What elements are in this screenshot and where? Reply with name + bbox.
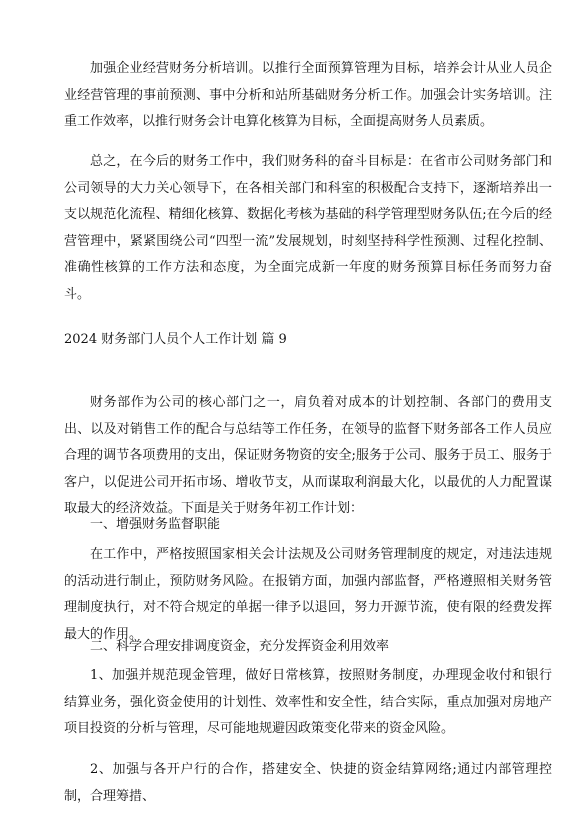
paragraph-department-intro: 财务部作为公司的核心部门之一，肩负着对成本的计划控制、各部门的费用支出、以及对销售工作的配合与总结等工作任务，在领导的监督下财务部各工作人员应合理的调节各项费用的支出，保证财务物资的安全;服务于公司、服务于员工、服务于客户，以促进公司开拓市场、增收节支，从而谋取利润最大化，以最优的人力配置谋取最大的经济效益。下面是关于财务年初工作计划： (64, 395, 552, 516)
subheading-fund-scheduling: 二、科学合理安排调度资金，充分发挥资金利用效率 (90, 639, 390, 654)
paragraph-supervision: 在工作中，严格按照国家相关会计法规及公司财务管理制度的规定，对违法违规的活动进行制止，预防财务风险。在报销方面，加强内部监督，严格遵照相关财务管理制度执行，对不符合规定的单据一律予以退回，努力开源节流，使有限的经费发挥最大的作用。 (64, 547, 552, 642)
paragraph-summary-goals: 总之，在今后的财务工作中，我们财务科的奋斗目标是：在省市公司财务部门和公司领导的大力关心领导下，在各相关部门和科室的积极配合支持下，逐渐培养出一支以规范化流程、精细化核算、数据化考核为基础的科学管理型财务队伍;在今后的经营管理中，紧紧围绕公司“四型一流”发展规划，时刻坚持科学性预测、过程化控制、准确性核算的工作方法和态度，为全面完成新一年度的财务预算目标任务而努力奋斗。 (64, 154, 552, 302)
section-title: 2024 财务部门人员个人工作计划 篇 9 (64, 332, 287, 347)
paragraph-cash-management: 1、加强并规范现金管理，做好日常核算，按照财务制度，办理现金收付和银行结算业务，强化资金使用的计划性、效率性和安全性，结合实际，重点加强对房地产项目投资的分析与管理，尽可能地规避因政策变化带来的资金风险。 (64, 668, 552, 736)
subheading-supervision: 一、增强财务监督职能 (90, 517, 221, 532)
paragraph-bank-cooperation: 2、加强与各开户行的合作，搭建安全、快捷的资金结算网络;通过内部管理控制，合理筹措、 (64, 762, 552, 804)
paragraph-finance-training: 加强企业经营财务分析培训。以推行全面预算管理为目标，培养会计从业人员企业经营管理的事前预测、事中分析和站所基础财务分析工作。加强会计实务培训。注重工作效率，以推行财务会计电算化核算为目标，全面提高财务人员素质。 (64, 61, 552, 129)
